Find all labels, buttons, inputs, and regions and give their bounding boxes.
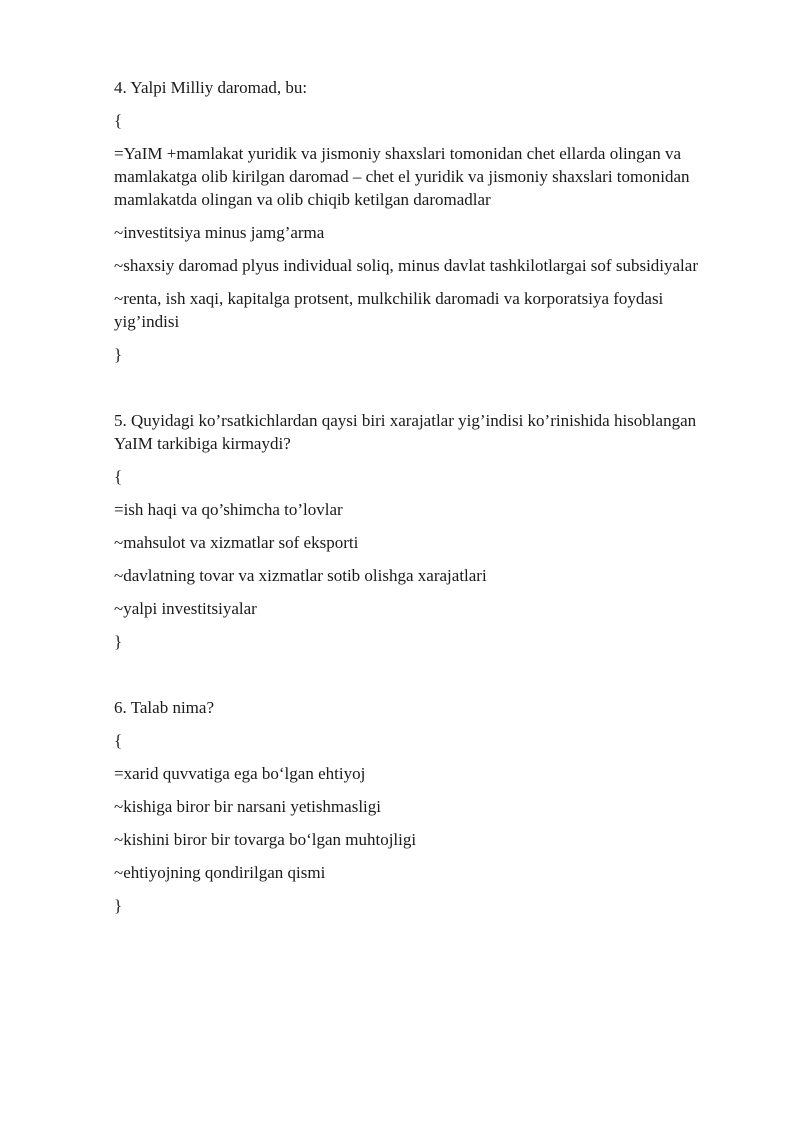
open-brace: { (114, 731, 123, 750)
spacer (114, 663, 714, 696)
question-block (114, 409, 714, 653)
question-title: 5. Quyidagi ko’rsatkichlardan qaysi biri xarajatlar yig’indisi ko’rinishida hisoblangan YaIM tarkibiga kirmaydi? (114, 411, 697, 453)
answer-option: ~investitsiya minus jamg’arma (114, 223, 325, 242)
question-block (114, 76, 714, 366)
close-brace: } (114, 896, 123, 915)
spacer (114, 376, 714, 409)
document-body (114, 76, 714, 927)
close-brace: } (114, 345, 123, 364)
answer-option: =ish haqi va qo’shimcha to’lovlar (114, 500, 343, 519)
answer-option: ~davlatning tovar va xizmatlar sotib olishga xarajatlari (114, 566, 487, 585)
answer-option: =YaIM +mamlakat yuridik va jismoniy shaxslari tomonidan chet ellarda olingan va mamlakatga olib kirilgan daromad – chet el yuridik va jismoniy shaxslari tomonidan mamlakatda olingan va olib chiqib ketilgan daromadlar (114, 144, 690, 209)
answer-option: ~yalpi investitsiyalar (114, 599, 257, 618)
answer-option: =xarid quvvatiga ega bo‘lgan ehtiyoj (114, 764, 366, 783)
answer-option: ~kishini biror bir tovarga bo‘lgan muhtojligi (114, 830, 417, 849)
answer-option: ~ehtiyojning qondirilgan qismi (114, 863, 326, 882)
question-title: 4. Yalpi Milliy daromad, bu: (114, 78, 308, 97)
close-brace: } (114, 632, 123, 651)
open-brace: { (114, 111, 123, 130)
answer-option: ~shaxsiy daromad plyus individual soliq, minus davlat tashkilotlargai sof subsidiyalar (114, 256, 698, 275)
answer-option: ~kishiga biror bir narsani yetishmasligi (114, 797, 381, 816)
open-brace: { (114, 467, 123, 486)
answer-option: ~renta, ish xaqi, kapitalga protsent, mulkchilik daromadi va korporatsiya foydasi yig’indisi (114, 289, 664, 331)
question-title: 6. Talab nima? (114, 698, 214, 717)
question-block (114, 696, 714, 917)
answer-option: ~mahsulot va xizmatlar sof eksporti (114, 533, 359, 552)
